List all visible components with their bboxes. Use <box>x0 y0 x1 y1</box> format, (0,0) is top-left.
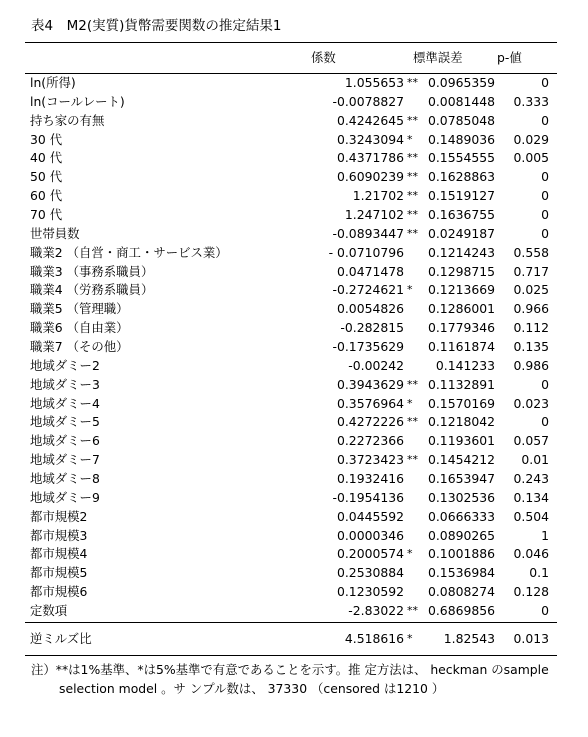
row-sig: ** <box>407 226 418 240</box>
table-row <box>25 187 557 206</box>
row-p: 0.333 <box>513 93 549 109</box>
row-p: 0 <box>541 225 549 241</box>
row-name: 地域ダミー7 <box>30 452 100 468</box>
row-p: 0 <box>541 414 549 430</box>
row-p: 0 <box>541 207 549 223</box>
row-se: 0.0785048 <box>427 112 495 128</box>
row-coef: 1.247102 <box>344 207 404 223</box>
table-row <box>25 602 557 621</box>
row-coef: 0.1932416 <box>336 471 404 487</box>
row-coef: 0.2530884 <box>336 565 404 581</box>
row-name: 地域ダミー6 <box>30 433 100 449</box>
row-coef: -0.2724621 <box>332 282 404 298</box>
row-p: 0.005 <box>513 150 549 166</box>
row-p: 1 <box>541 527 549 543</box>
table-row <box>25 112 557 131</box>
row-coef: -0.282815 <box>340 320 404 336</box>
row-name: 持ち家の有無 <box>30 112 105 128</box>
row-p: 0.558 <box>513 244 549 260</box>
row-se: 0.0965359 <box>427 75 495 90</box>
row-name: 都市規模3 <box>30 527 88 543</box>
row-se: 0.6869856 <box>427 603 495 619</box>
row-sig: * <box>407 283 413 297</box>
row-se: 0.1132891 <box>427 376 495 392</box>
row-name: 職業4 （労務系職員） <box>30 282 154 298</box>
row-se: 0.1779346 <box>427 320 495 336</box>
table-row <box>25 263 557 282</box>
row-p: 0 <box>541 75 549 90</box>
row-name: 70 代 <box>30 207 63 223</box>
row-p: 0.013 <box>513 630 549 646</box>
row-se: 0.0808274 <box>427 584 495 600</box>
row-se: 1.82543 <box>443 630 495 646</box>
row-se: 0.1653947 <box>427 471 495 487</box>
row-name: 40 代 <box>30 150 63 166</box>
table-row <box>25 508 557 527</box>
row-sig: ** <box>407 453 418 467</box>
row-p: 0.243 <box>513 471 549 487</box>
row-coef: -0.0893447 <box>332 225 404 241</box>
row-name: 職業6 （自由業） <box>30 320 129 336</box>
row-p: 0.023 <box>513 395 549 411</box>
row-p: 0.504 <box>513 508 549 524</box>
row-se: 0.1193601 <box>427 433 495 449</box>
row-name: ln(所得) <box>30 75 76 90</box>
row-coef: 0.4272226 <box>336 414 404 430</box>
table-row <box>25 564 557 583</box>
row-coef: 0.2272366 <box>336 433 404 449</box>
row-p: 0 <box>541 376 549 392</box>
row-coef: 4.518616 <box>344 630 404 646</box>
row-sig: ** <box>407 151 418 165</box>
row-p: 0.029 <box>513 131 549 147</box>
table-row <box>25 206 557 225</box>
table-row <box>25 376 557 395</box>
row-sig: ** <box>407 189 418 203</box>
table-row <box>25 74 557 93</box>
row-se: 0.1214243 <box>427 244 495 260</box>
row-coef: 0.3723423 <box>336 452 404 468</box>
row-name: 地域ダミー3 <box>30 376 100 392</box>
table-row <box>25 489 557 508</box>
footnote-line2: selection model 。サ ンプル数は、 37330 （censored は1210 ） <box>59 681 445 696</box>
row-p: 0.717 <box>513 263 549 279</box>
row-coef: -0.00242 <box>348 357 404 373</box>
table-row <box>25 131 557 150</box>
row-se: 0.1570169 <box>427 395 495 411</box>
row-sig: * <box>407 396 413 410</box>
table-row <box>25 338 557 357</box>
row-coef: 1.21702 <box>352 188 404 204</box>
row-name: 50 代 <box>30 169 63 185</box>
row-se: 0.1302536 <box>427 489 495 505</box>
row-se: 0.0249187 <box>427 225 495 241</box>
table-row <box>25 357 557 376</box>
row-name: 都市規模6 <box>30 584 88 600</box>
row-se: 0.0081448 <box>427 93 495 109</box>
row-coef: - 0.0710796 <box>328 244 404 260</box>
row-name: 地域ダミー4 <box>30 395 100 411</box>
header-coef: 係数 <box>311 50 336 65</box>
row-se: 0.1636755 <box>427 207 495 223</box>
row-coef: 0.6090239 <box>336 169 404 185</box>
row-se: 0.0890265 <box>427 527 495 543</box>
row-se: 0.1454212 <box>427 452 495 468</box>
table-row <box>25 451 557 470</box>
row-name: 職業5 （管理職） <box>30 301 129 317</box>
row-coef: 0.0000346 <box>336 527 404 543</box>
row-p: 0.1 <box>529 565 549 581</box>
row-coef: -0.1735629 <box>332 339 404 355</box>
row-name: 60 代 <box>30 188 63 204</box>
row-coef: 0.3243094 <box>336 131 404 147</box>
footnote-line1: 注）**は1%基準、*は5%基準で有意であることを示す。推 定方法は、 heckman のsample <box>31 662 549 677</box>
results-table <box>25 42 557 656</box>
table-row-mills <box>25 622 557 655</box>
table-body <box>25 74 557 621</box>
row-name: ln(コールレート) <box>30 93 125 109</box>
table-row <box>25 319 557 338</box>
row-name: 地域ダミー2 <box>30 357 100 373</box>
row-coef: 0.3943629 <box>336 376 404 392</box>
row-coef: -0.1954136 <box>332 489 404 505</box>
row-se: 0.1554555 <box>427 150 495 166</box>
row-name: 逆ミルズ比 <box>30 630 92 646</box>
row-name: 職業2 （自営・商工・サービス業） <box>30 244 228 260</box>
table-row <box>25 244 557 263</box>
header-p: p-値 <box>497 50 522 65</box>
row-name: 職業7 （その他） <box>30 339 129 355</box>
table-header <box>25 43 557 74</box>
footnote <box>31 660 571 698</box>
row-sig: ** <box>407 113 418 127</box>
row-p: 0 <box>541 169 549 185</box>
table-bottom-rule <box>25 655 557 656</box>
row-sig: * <box>407 132 413 146</box>
row-coef: 0.0445592 <box>336 508 404 524</box>
row-p: 0.134 <box>513 489 549 505</box>
table-title: 表4 M2(実質)貨幣需要関数の推定結果1 <box>31 18 282 34</box>
row-sig: ** <box>407 170 418 184</box>
row-p: 0.046 <box>513 546 549 562</box>
table-row <box>25 527 557 546</box>
row-p: 0.986 <box>513 357 549 373</box>
row-p: 0.135 <box>513 339 549 355</box>
row-coef: -0.0078827 <box>332 93 404 109</box>
table-row <box>25 470 557 489</box>
row-p: 0 <box>541 188 549 204</box>
row-coef: 0.0471478 <box>336 263 404 279</box>
row-name: 地域ダミー5 <box>30 414 100 430</box>
row-name: 地域ダミー9 <box>30 489 100 505</box>
row-name: 都市規模5 <box>30 565 88 581</box>
row-p: 0.025 <box>513 282 549 298</box>
row-se: 0.1286001 <box>427 301 495 317</box>
table-row <box>25 395 557 414</box>
row-coef: 0.1230592 <box>336 584 404 600</box>
row-sig: ** <box>407 208 418 222</box>
row-name: 世帯員数 <box>30 225 80 241</box>
row-se: 0.1628863 <box>427 169 495 185</box>
row-se: 0.1001886 <box>427 546 495 562</box>
row-coef: 0.4242645 <box>336 112 404 128</box>
table-row <box>25 432 557 451</box>
row-coef: 0.0054826 <box>336 301 404 317</box>
row-p: 0.01 <box>521 452 549 468</box>
row-sig: ** <box>407 604 418 618</box>
row-se: 0.1519127 <box>427 188 495 204</box>
row-coef: 0.4371786 <box>336 150 404 166</box>
table-row <box>25 93 557 112</box>
table-row <box>25 545 557 564</box>
row-se: 0.141233 <box>435 357 495 373</box>
row-p: 0.057 <box>513 433 549 449</box>
row-name: 都市規模4 <box>30 546 88 562</box>
row-coef: -2.83022 <box>348 603 404 619</box>
header-se: 標準誤差 <box>413 50 463 65</box>
row-sig: ** <box>407 377 418 391</box>
table-row <box>25 583 557 602</box>
row-name: 地域ダミー8 <box>30 471 100 487</box>
row-se: 0.1161874 <box>427 339 495 355</box>
row-p: 0.128 <box>513 584 549 600</box>
row-p: 0 <box>541 112 549 128</box>
table-row <box>25 225 557 244</box>
row-name: 定数項 <box>30 603 68 619</box>
row-se: 0.1213669 <box>427 282 495 298</box>
row-p: 0.112 <box>513 320 549 336</box>
row-name: 職業3 （事務系職員） <box>30 263 154 279</box>
row-sig: * <box>407 547 413 561</box>
row-se: 0.1536984 <box>427 565 495 581</box>
row-sig: ** <box>407 415 418 429</box>
row-se: 0.1489036 <box>427 131 495 147</box>
row-coef: 1.055653 <box>344 75 404 90</box>
row-se: 0.0666333 <box>427 508 495 524</box>
row-coef: 0.3576964 <box>336 395 404 411</box>
table-row <box>25 413 557 432</box>
row-sig: ** <box>407 76 418 89</box>
table-row <box>25 300 557 319</box>
row-sig: * <box>407 631 413 645</box>
row-p: 0 <box>541 603 549 619</box>
row-coef: 0.2000574 <box>336 546 404 562</box>
row-se: 0.1298715 <box>427 263 495 279</box>
table-row <box>25 281 557 300</box>
row-p: 0.966 <box>513 301 549 317</box>
row-name: 都市規模2 <box>30 508 88 524</box>
row-name: 30 代 <box>30 131 63 147</box>
table-row <box>25 149 557 168</box>
table-row <box>25 168 557 187</box>
row-se: 0.1218042 <box>427 414 495 430</box>
